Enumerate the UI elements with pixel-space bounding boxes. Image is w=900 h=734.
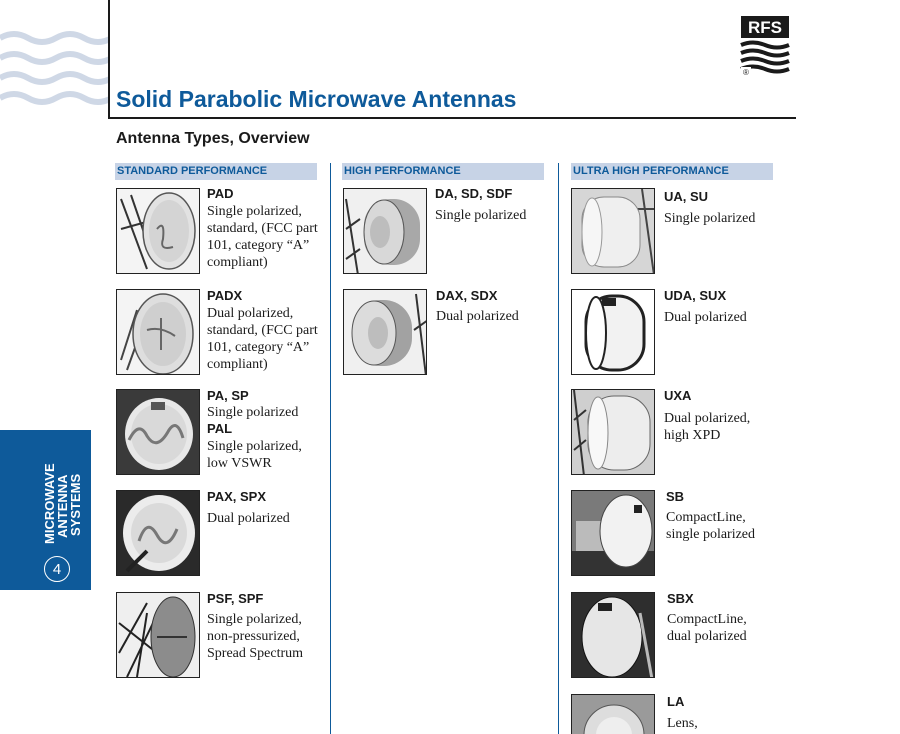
- antenna-description: Single polarized: [207, 405, 299, 420]
- decorative-waves: [0, 28, 110, 108]
- column-divider: [330, 163, 331, 734]
- antenna-name: LA: [667, 694, 685, 709]
- antenna-photo-sb: [571, 490, 655, 576]
- antenna-name: UA, SU: [664, 189, 709, 204]
- antenna-name: DAX, SDX: [436, 288, 498, 303]
- page-number: 4: [44, 556, 70, 582]
- antenna-description: CompactLine, single polarized: [666, 510, 756, 542]
- antenna-description: Lens,: [667, 716, 698, 731]
- antenna-name: SBX: [667, 591, 694, 606]
- antenna-name: UDA, SUX: [664, 288, 727, 303]
- header-horizontal-rule: [108, 117, 796, 119]
- antenna-photo-pad: [116, 188, 200, 274]
- antenna-name: UXA: [664, 388, 692, 403]
- antenna-description: Single polarized: [664, 211, 756, 226]
- antenna-name: PADX: [207, 288, 243, 303]
- column-heading-high: HIGH PERFORMANCE: [342, 163, 544, 180]
- logo-registered-mark: ®: [743, 68, 749, 77]
- antenna-description: Dual polarized, high XPD: [664, 411, 751, 443]
- antenna-description: CompactLine, dual polarized: [667, 612, 747, 644]
- side-tab-line-1: MICROWAVE: [42, 463, 57, 544]
- antenna-description: Single polarized, standard, (FCC part 101, category “A” compliant): [207, 204, 318, 270]
- antenna-photo-dax: [343, 289, 427, 375]
- antenna-photo-sbx: [571, 592, 655, 678]
- antenna-description: Dual polarized: [436, 309, 519, 324]
- antenna-description: Single polarized, low VSWR: [207, 439, 302, 471]
- column-divider: [558, 163, 559, 734]
- antenna-photo-ua: [571, 188, 655, 274]
- antenna-name: PAL: [207, 421, 233, 436]
- antenna-photo-padx: [116, 289, 200, 375]
- antenna-photo-la: [571, 694, 655, 734]
- antenna-name: PSF, SPF: [207, 591, 264, 606]
- header-vertical-rule: [108, 0, 110, 118]
- column-heading-ultra: ULTRA HIGH PERFORMANCE: [571, 163, 773, 180]
- antenna-photo-psf: [116, 592, 200, 678]
- section-subtitle: Antenna Types, Overview: [116, 130, 310, 147]
- antenna-photo-pax: [116, 490, 200, 576]
- antenna-photo-da: [343, 188, 427, 274]
- antenna-description: Dual polarized: [664, 310, 747, 325]
- antenna-photo-pa: [116, 389, 200, 475]
- antenna-name: PA, SP: [207, 388, 249, 403]
- antenna-name: DA, SD, SDF: [435, 186, 513, 201]
- logo-text: RFS: [748, 18, 782, 37]
- antenna-description: Single polarized: [435, 208, 527, 223]
- side-tab-line-3: SYSTEMS: [68, 473, 83, 536]
- column-heading-standard: STANDARD PERFORMANCE: [115, 163, 317, 180]
- antenna-photo-uda: [571, 289, 655, 375]
- rfs-logo: [739, 15, 791, 77]
- antenna-description: Dual polarized: [207, 511, 290, 526]
- antenna-description: Single polarized, non-pressurized, Spread Spectrum: [207, 612, 304, 661]
- antenna-description: Dual polarized, standard, (FCC part 101, category “A” compliant): [207, 306, 318, 372]
- antenna-name: PAD: [207, 186, 234, 201]
- antenna-name: PAX, SPX: [207, 489, 267, 504]
- page-title: Solid Parabolic Microwave Antennas: [116, 86, 517, 112]
- side-tab-line-2: ANTENNA: [55, 474, 70, 538]
- antenna-name: SB: [666, 489, 685, 504]
- antenna-photo-uxa: [571, 389, 655, 475]
